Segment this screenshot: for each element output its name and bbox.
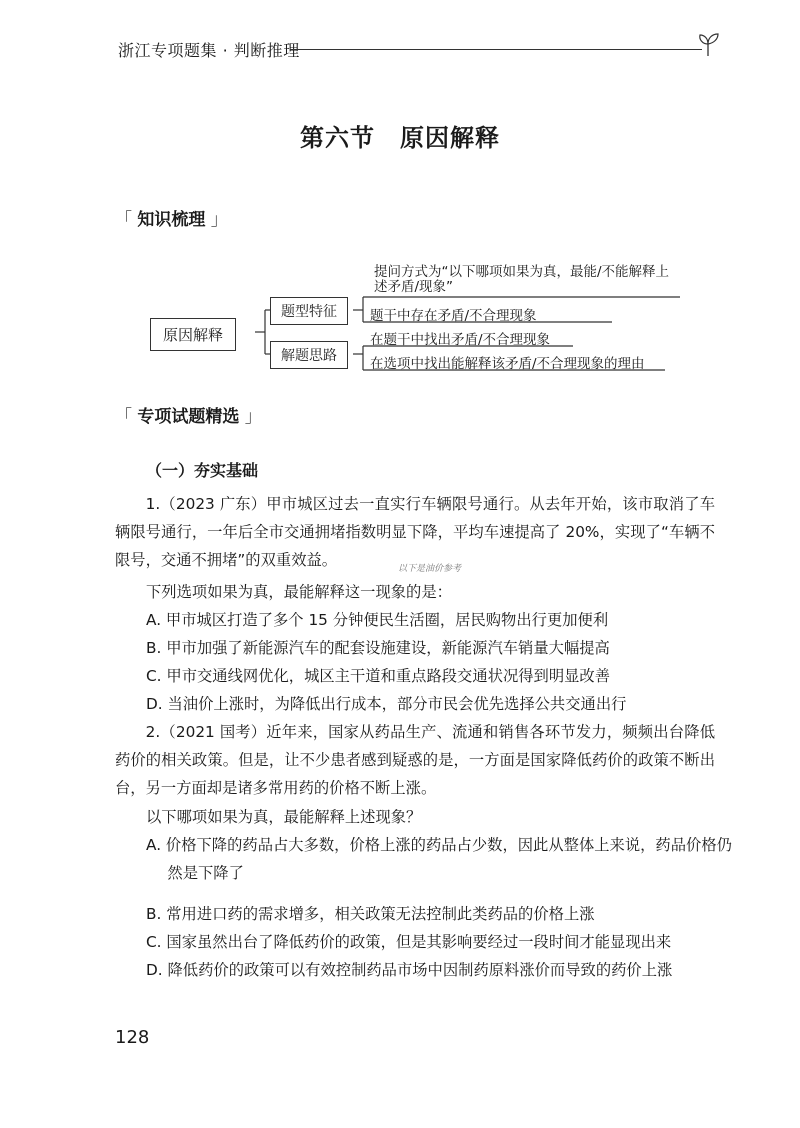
handwritten-note: 以下是油价参考 [398, 564, 462, 574]
mind-map-branch-approach: 解题思路 [270, 341, 348, 369]
close-bracket-icon: 」 [205, 210, 228, 230]
subsection-heading: （一）夯实基础 [146, 461, 259, 480]
mind-map-root: 原因解释 [150, 318, 236, 351]
question-2-prompt: 以下哪项如果为真，最能解释上述现象？ [146, 808, 422, 826]
question-2-option-d: D. 降低药价的政策可以有效控制药品市场中因制药原料涨价而导致的药价上涨 [146, 961, 673, 979]
section-title: 第六节 原因解释 [300, 124, 500, 152]
question-2-option-b: B. 常用进口药的需求增多，相关政策无法控制此类药品的价格上涨 [146, 905, 595, 923]
mind-map-branch-features: 题型特征 [270, 297, 348, 325]
knowledge-heading-label: 知识梳理 [137, 210, 206, 230]
close-bracket-icon: 」 [239, 407, 262, 427]
mind-map-leaf: 提问方式为“以下哪项如果为真，最能/不能解释上述矛盾/现象” [374, 264, 670, 295]
open-bracket-icon: 「 [115, 210, 138, 230]
mind-map-leaf: 题干中存在矛盾/不合理现象 [370, 308, 537, 324]
page-number: 128 [115, 1027, 150, 1048]
open-bracket-icon: 「 [115, 407, 138, 427]
question-2-stem: 2.（2021 国考）近年来，国家从药品生产、流通和销售各环节发力，频频出台降低药价的相关政策。但是，让不少患者感到疑惑的是，一方面是国家降低药价的政策不断出台，另一方面却是诸多常用药的价格不断上涨。 [115, 723, 715, 797]
question-2-option-a: A. 价格下降的药品占大多数，价格上涨的药品占少数，因此从整体上来说，药品价格仍然是下降了 [146, 836, 732, 882]
question-1-option-d: D. 当油价上涨时，为降低出行成本，部分市民会优先选择公共交通出行 [146, 695, 627, 713]
selected-heading-label: 专项试题精选 [137, 407, 240, 427]
question-2-option-c: C. 国家虽然出台了降低药价的政策，但是其影响要经过一段时间才能显现出来 [146, 933, 672, 951]
question-1-stem: 1.（2023 广东）甲市城区过去一直实行车辆限号通行。从去年开始，该市取消了车辆限号通行，一年后全市交通拥堵指数明显下降，平均车速提高了 20%，实现了“车辆不限号，交通不拥堵”的双重效益。 [115, 495, 715, 569]
question-1-option-a: A. 甲市城区打造了多个 15 分钟便民生活圈，居民购物出行更加便利 [146, 611, 609, 629]
question-1-option-c: C. 甲市交通线网优化，城区主干道和重点路段交通状况得到明显改善 [146, 667, 611, 685]
mind-map-leaf: 在选项中找出能解释该矛盾/不合理现象的理由 [370, 356, 645, 372]
running-header-title: 浙江专项题集 · 判断推理 [118, 41, 300, 60]
question-1-prompt: 下列选项如果为真，最能解释这一现象的是： [146, 583, 452, 601]
mind-map-leaf: 在题干中找出矛盾/不合理现象 [370, 332, 551, 348]
question-1-option-b: B. 甲市加强了新能源汽车的配套设施建设，新能源汽车销量大幅提高 [146, 639, 610, 657]
selected-heading [115, 402, 262, 427]
